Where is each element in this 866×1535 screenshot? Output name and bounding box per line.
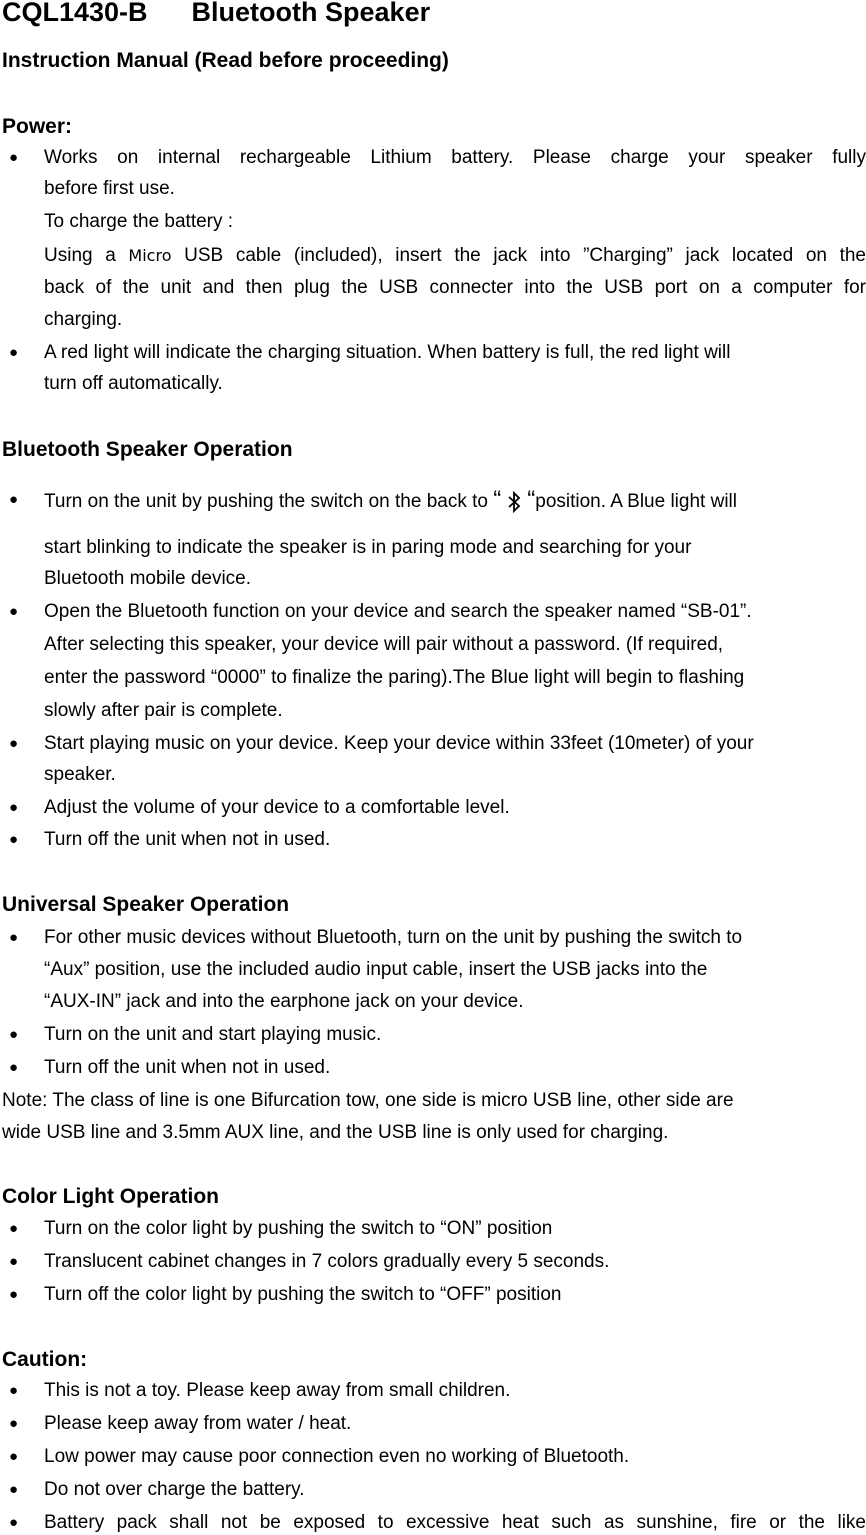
section-heading: Color Light Operation <box>2 1185 219 1208</box>
list-item-line: turn off automatically. <box>44 373 223 394</box>
model-number: CQL1430-B <box>2 0 148 27</box>
bullet-icon: ● <box>9 1253 19 1270</box>
list-item-line: Start playing music on your device. Keep your device within 33feet (10meter) of your <box>44 733 754 754</box>
bullet-icon: ● <box>9 344 19 361</box>
list-item-line: Turn on the unit and start playing music. <box>44 1024 382 1045</box>
document-title <box>2 0 430 27</box>
section-heading: Universal Speaker Operation <box>2 893 290 916</box>
section-heading: Power: <box>2 115 73 138</box>
list-item-line: start blinking to indicate the speaker is in paring mode and searching for your <box>44 537 692 558</box>
list-item-line: Works on internal rechargeable Lithium battery. Please charge your speaker fully <box>44 147 866 168</box>
list-item-line: charging. <box>44 309 123 330</box>
list-item-line: Turn off the color light by pushing the switch to “OFF” position <box>44 1284 562 1305</box>
bullet-icon: ● <box>9 1514 19 1531</box>
section-heading: Caution: <box>2 1348 88 1371</box>
document-subtitle: Instruction Manual (Read before proceeding) <box>2 49 449 72</box>
bullet-icon: ● <box>9 1382 19 1399</box>
bullet-icon: ● <box>9 1286 19 1303</box>
note-line: Note: The class of line is one Bifurcation tow, one side is micro USB line, other side are <box>2 1090 734 1111</box>
list-item-line: A red light will indicate the charging situation. When battery is full, the red light will <box>44 342 731 363</box>
section-heading: Bluetooth Speaker Operation <box>2 438 293 461</box>
text-segment: “ <box>493 486 502 513</box>
list-item-line: slowly after pair is complete. <box>44 700 283 721</box>
text-segment: Turn on the unit by pushing the switch on the back to <box>44 491 494 512</box>
bullet-icon: ● <box>9 799 19 816</box>
list-item-line: For other music devices without Bluetooth, turn on the unit by pushing the switch to <box>44 927 743 948</box>
bullet-icon: ● <box>9 1026 19 1043</box>
bullet-icon: ● <box>9 831 19 848</box>
list-item-line: enter the password “0000” to finalize the paring).The Blue light will begin to flashing <box>44 667 745 688</box>
list-item-line: “AUX-IN” jack and into the earphone jack on your device. <box>44 991 524 1012</box>
list-item-line: speaker. <box>44 764 116 785</box>
list-item-line: before first use. <box>44 178 175 199</box>
text-segment: Micro <box>128 246 172 265</box>
list-item-line <box>44 245 866 267</box>
list-item-line: To charge the battery : <box>44 211 234 232</box>
list-item-line: Battery pack shall not be exposed to excessive heat such as sunshine, fire or the like <box>44 1512 866 1533</box>
bullet-icon: ● <box>9 735 19 752</box>
list-item-line <box>44 486 737 519</box>
list-item-line: Please keep away from water / heat. <box>44 1413 352 1434</box>
bullet-icon: ● <box>9 149 19 166</box>
bullet-icon: ● <box>9 929 19 946</box>
list-item-line: “Aux” position, use the included audio input cable, insert the USB jacks into the <box>44 959 708 980</box>
bullet-icon: ● <box>9 1415 19 1432</box>
list-item-line: Low power may cause poor connection even no working of Bluetooth. <box>44 1446 630 1467</box>
list-item-line: back of the unit and then plug the USB connecter into the USB port on a computer for <box>44 277 866 298</box>
bullet-icon: ● <box>9 1220 19 1237</box>
list-item-line: Translucent cabinet changes in 7 colors gradually every 5 seconds. <box>44 1251 610 1272</box>
list-item-line: Turn off the unit when not in used. <box>44 829 331 850</box>
bullet-icon: ● <box>9 491 19 508</box>
bluetooth-icon <box>507 491 521 519</box>
list-item-line: Turn on the color light by pushing the switch to “ON” position <box>44 1218 553 1239</box>
list-item-line: Open the Bluetooth function on your device and search the speaker named “SB-01”. <box>44 601 752 622</box>
list-item-line: Do not over charge the battery. <box>44 1479 305 1500</box>
text-segment: “ <box>527 486 536 513</box>
list-item-line: Bluetooth mobile device. <box>44 568 252 589</box>
bullet-icon: ● <box>9 1448 19 1465</box>
list-item-line: Turn off the unit when not in used. <box>44 1057 331 1078</box>
bullet-icon: ● <box>9 1481 19 1498</box>
note-line: wide USB line and 3.5mm AUX line, and the USB line is only used for charging. <box>2 1122 669 1143</box>
list-item-line: After selecting this speaker, your device will pair without a password. (If required, <box>44 634 724 655</box>
list-item-line: Adjust the volume of your device to a comfortable level. <box>44 797 510 818</box>
text-segment: USB cable (included), insert the jack into ”Charging” jack located on the <box>171 245 866 266</box>
list-item-line: This is not a toy. Please keep away from small children. <box>44 1380 511 1401</box>
product-name: Bluetooth Speaker <box>191 0 431 27</box>
text-segment: position. A Blue light will <box>535 491 737 512</box>
text-segment: Using a <box>44 245 129 266</box>
bullet-icon: ● <box>9 1059 19 1076</box>
bullet-icon: ● <box>9 603 19 620</box>
